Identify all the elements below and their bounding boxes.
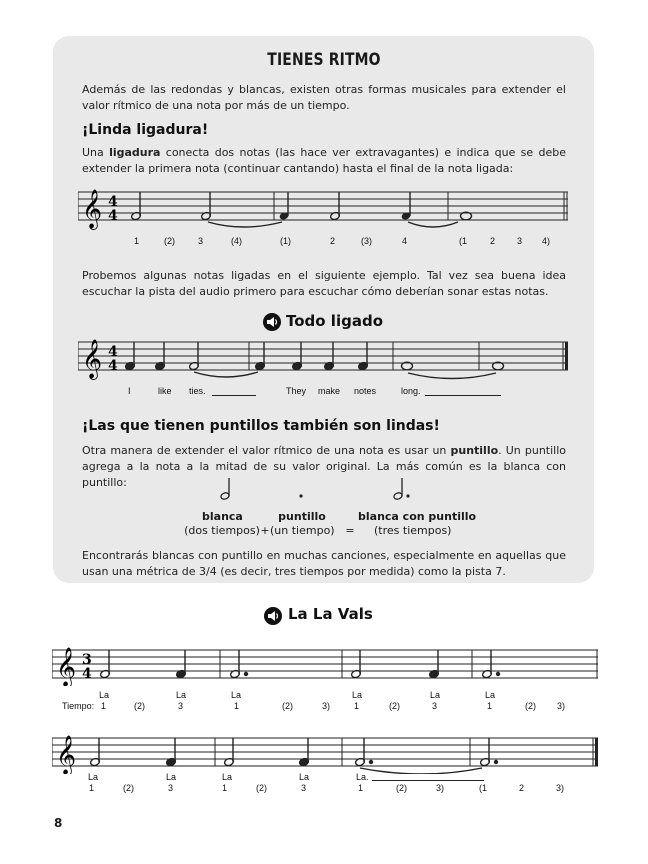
- svg-text:4: 4: [108, 194, 118, 210]
- count: (2): [256, 783, 267, 793]
- count: 1: [222, 783, 228, 793]
- count: (2): [164, 236, 175, 246]
- lyric: I: [128, 386, 131, 396]
- tie-heading: ¡Linda ligadura!: [82, 122, 209, 138]
- waltz-staff-row1: [52, 642, 602, 686]
- lyric-la: La: [299, 772, 310, 782]
- speaker-icon[interactable]: [263, 313, 281, 331]
- count: (1: [459, 236, 468, 246]
- tie-paragraph: Una ligadura conecta dos notas (las hace ver extravagantes) e indica que se debe extender la primera nota (continuar cantando) hasta el final de la nota ligada:: [82, 146, 566, 175]
- count: (2): [123, 783, 134, 793]
- equals-sign: =: [345, 524, 355, 537]
- count: 3: [168, 783, 174, 793]
- plus-sign: +: [260, 524, 270, 537]
- lyric-la: La.: [356, 772, 369, 782]
- count: (1: [479, 783, 488, 793]
- track1-staff: [78, 334, 572, 384]
- count: (4): [231, 236, 242, 246]
- lyric-la: La: [99, 690, 110, 700]
- tiempo-label: Tiempo:: [62, 701, 95, 711]
- count: (1): [280, 236, 291, 246]
- count: (3): [361, 236, 372, 246]
- count: 4): [542, 236, 551, 246]
- page-number: 8: [54, 816, 63, 830]
- lyric: make: [318, 386, 341, 396]
- lyric-la: La: [166, 772, 177, 782]
- svg-text:4: 4: [108, 208, 118, 224]
- count: 3: [517, 236, 523, 246]
- svg-text:4: 4: [108, 344, 118, 360]
- count: 3): [322, 701, 331, 711]
- puntillo-sub: (un tiempo): [270, 524, 335, 537]
- dots-heading: ¡Las que tienen puntillos también son lindas!: [82, 418, 440, 434]
- lyric-la: La: [485, 690, 496, 700]
- dots-paragraph: Otra manera de extender el valor rítmico de una nota es usar un puntillo. Un puntillo agrega a la nota a la mitad de su valor original. La más común es la blanca con puntillo:: [82, 444, 566, 489]
- dotted-note-equation: [210, 476, 430, 502]
- count: 3: [432, 701, 438, 711]
- count: 2: [519, 783, 525, 793]
- lyric: notes: [354, 386, 377, 396]
- count: 3: [198, 236, 204, 246]
- tie-example-staff: [78, 180, 572, 255]
- count: 2: [330, 236, 336, 246]
- lyric-extender: [372, 780, 484, 781]
- page-title: TIENES RITMO: [267, 50, 381, 70]
- lyric-la: La: [88, 772, 99, 782]
- result-sub: (tres tiempos): [374, 524, 452, 537]
- count: 1: [89, 783, 95, 793]
- svg-text:4: 4: [108, 358, 118, 374]
- count: (2): [282, 701, 293, 711]
- closing-paragraph: Encontrarás blancas con puntillo en muchas canciones, especialmente en aquellas que usan una métrica de 3/4 (es decir, tres tiempos por medida) como la pista 7.: [82, 549, 566, 578]
- count: 1: [134, 236, 140, 246]
- lyric: like: [158, 386, 172, 396]
- count: 1: [101, 701, 107, 711]
- lyric-extender: [212, 395, 256, 396]
- lyric: ties.: [189, 386, 206, 396]
- count: 1: [234, 701, 240, 711]
- blanca-label: blanca: [202, 510, 243, 523]
- lyric-la: La: [176, 690, 187, 700]
- lyric-extender: [425, 395, 501, 396]
- count: (2): [396, 783, 407, 793]
- count: 1: [358, 783, 364, 793]
- result-label: blanca con puntillo: [358, 510, 477, 523]
- lyric: long.: [401, 386, 421, 396]
- intro-paragraph: Además de las redondas y blancas, existen otras formas musicales para extender el valor rítmico de una nota por más de un tiempo.: [82, 83, 566, 112]
- try-paragraph: Probemos algunas notas ligadas en el siguiente ejemplo. Tal vez sea buena idea escuchar la pista del audio primero para escuchar cómo deberían sonar estas notas.: [82, 269, 566, 298]
- blanca-sub: (dos tiempos): [184, 524, 260, 537]
- lyric-la: La: [222, 772, 233, 782]
- track1-title: Todo ligado: [286, 312, 383, 330]
- count: 3): [557, 701, 566, 711]
- treble-clef-icon: 𝄞: [56, 647, 77, 686]
- count: 1: [354, 701, 360, 711]
- puntillo-label: puntillo: [278, 510, 326, 523]
- count: 4: [402, 236, 408, 246]
- count: (2): [134, 701, 145, 711]
- speaker-icon[interactable]: [264, 607, 282, 625]
- count: 3): [436, 783, 445, 793]
- svg-text:3: 3: [82, 652, 92, 668]
- svg-text:4: 4: [82, 666, 92, 682]
- lyric-la: La: [430, 690, 441, 700]
- waltz-staff-row2: [52, 730, 602, 774]
- treble-clef-icon: 𝄞: [82, 339, 103, 379]
- lyric-la: La: [352, 690, 363, 700]
- count: 3: [301, 783, 307, 793]
- count: 1: [487, 701, 493, 711]
- lyric: They: [286, 386, 307, 396]
- count: 2: [490, 236, 496, 246]
- count: (2): [525, 701, 536, 711]
- lyric-la: La: [231, 690, 242, 700]
- treble-clef-icon: 𝄞: [56, 735, 77, 774]
- count: (2): [389, 701, 400, 711]
- count: 3): [556, 783, 565, 793]
- treble-clef-icon: 𝄞: [82, 189, 103, 229]
- count: 3: [178, 701, 184, 711]
- track2-title: La La Vals: [288, 605, 373, 623]
